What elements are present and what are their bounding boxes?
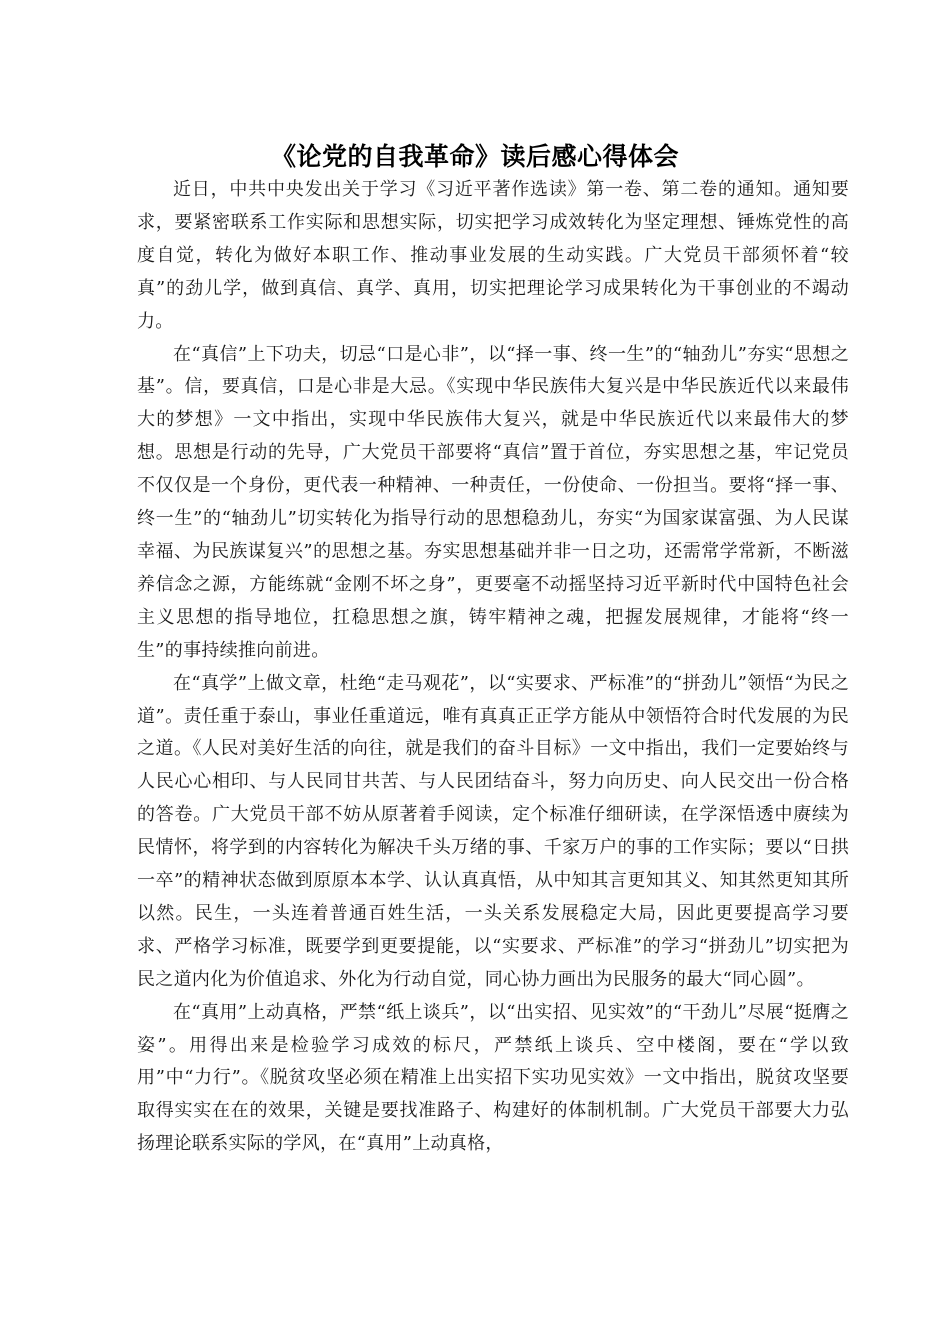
paragraph-intro: 近日，中共中央发出关于学习《习近平著作选读》第一卷、第二卷的通知。通知要求，要紧密联系工作实际和思想实际，切实把学习成效转化为坚定理想、锤炼党性的高度自觉，转化为做好本职工作、推动事业发展的生动实践。广大党员干部须怀着“较真”的劲儿学，做到真信、真学、真用，切实把理论学习成果转化为干事创业的不竭动力。 — [137, 179, 849, 332]
document-body — [137, 174, 849, 1161]
paragraph-true-use: 在“真用”上动真格，严禁“纸上谈兵”，以“出实招、见实效”的“干劲儿”尽展“挺膺之姿”。用得出来是检验学习成效的标尺，严禁纸上谈兵、空中楼阁，要在“学以致用”中“力行”。《脱贫攻坚必须在精准上出实招下实功见实效》一文中指出，脱贫攻坚要取得实实在在的效果，关键是要找准路子、构建好的体制机制。广大党员干部要大力弘扬理论联系实际的学风，在“真用”上动真格， — [137, 1001, 849, 1155]
page-title: 《论党的自我革命》读后感心得体会 — [270, 141, 679, 171]
paragraph-true-belief: 在“真信”上下功夫，切忌“口是心非”，以“择一事、终一生”的“轴劲儿”夯实“思想之基”。信，要真信，口是心非是大忌。《实现中华民族伟大复兴是中华民族近代以来最伟大的梦想》一文中指出，实现中华民族伟大复兴，就是中华民族近代以来最伟大的梦想。思想是行动的先导，广大党员干部要将“真信”置于首位，夯实思想之基，牢记党员不仅仅是一个身份，更代表一种精神、一种责任，一份使命、一份担当。要将“择一事、终一生”的“轴劲儿”切实转化为指导行动的思想稳劲儿，夯实“为国家谋富强、为人民谋幸福、为民族谋复兴”的思想之基。夯实思想基础并非一日之功，还需常学常新，不断滋养信念之源，方能练就“金刚不坏之身”，更要毫不动摇坚持习近平新时代中国特色社会主义思想的指导地位，扛稳思想之旗，铸牢精神之魂，把握发展规律，才能将“终一生”的事持续推向前进。 — [137, 343, 849, 661]
paragraph-true-study: 在“真学”上做文章，杜绝“走马观花”，以“实要求、严标准”的“拼劲儿”领悟“为民之道”。责任重于泰山，事业任重道远，唯有真真正正学方能从中领悟符合时代发展的为民之道。《人民对美好生活的向往，就是我们的奋斗目标》一文中指出，我们一定要始终与人民心心相印、与人民同甘共苦、与人民团结奋斗，努力向历史、向人民交出一份合格的答卷。广大党员干部不妨从原著着手阅读，定个标准仔细研读，在学深悟透中赓续为民情怀，将学到的内容转化为解决千头万绪的事、千家万户的事的工作实际；要以“日拱一卒”的精神状态做到原原本本学、认认真真悟，从中知其言更知其义、知其然更知其所以然。民生，一头连着普通百姓生活，一头关系发展稳定大局，因此更要提高学习要求、严格学习标准，既要学到更要提能，以“实要求、严标准”的学习“拼劲儿”切实把为民之道内化为价值追求、外化为行动自觉，同心协力画出为民服务的最大“同心圆”。 — [137, 672, 849, 990]
